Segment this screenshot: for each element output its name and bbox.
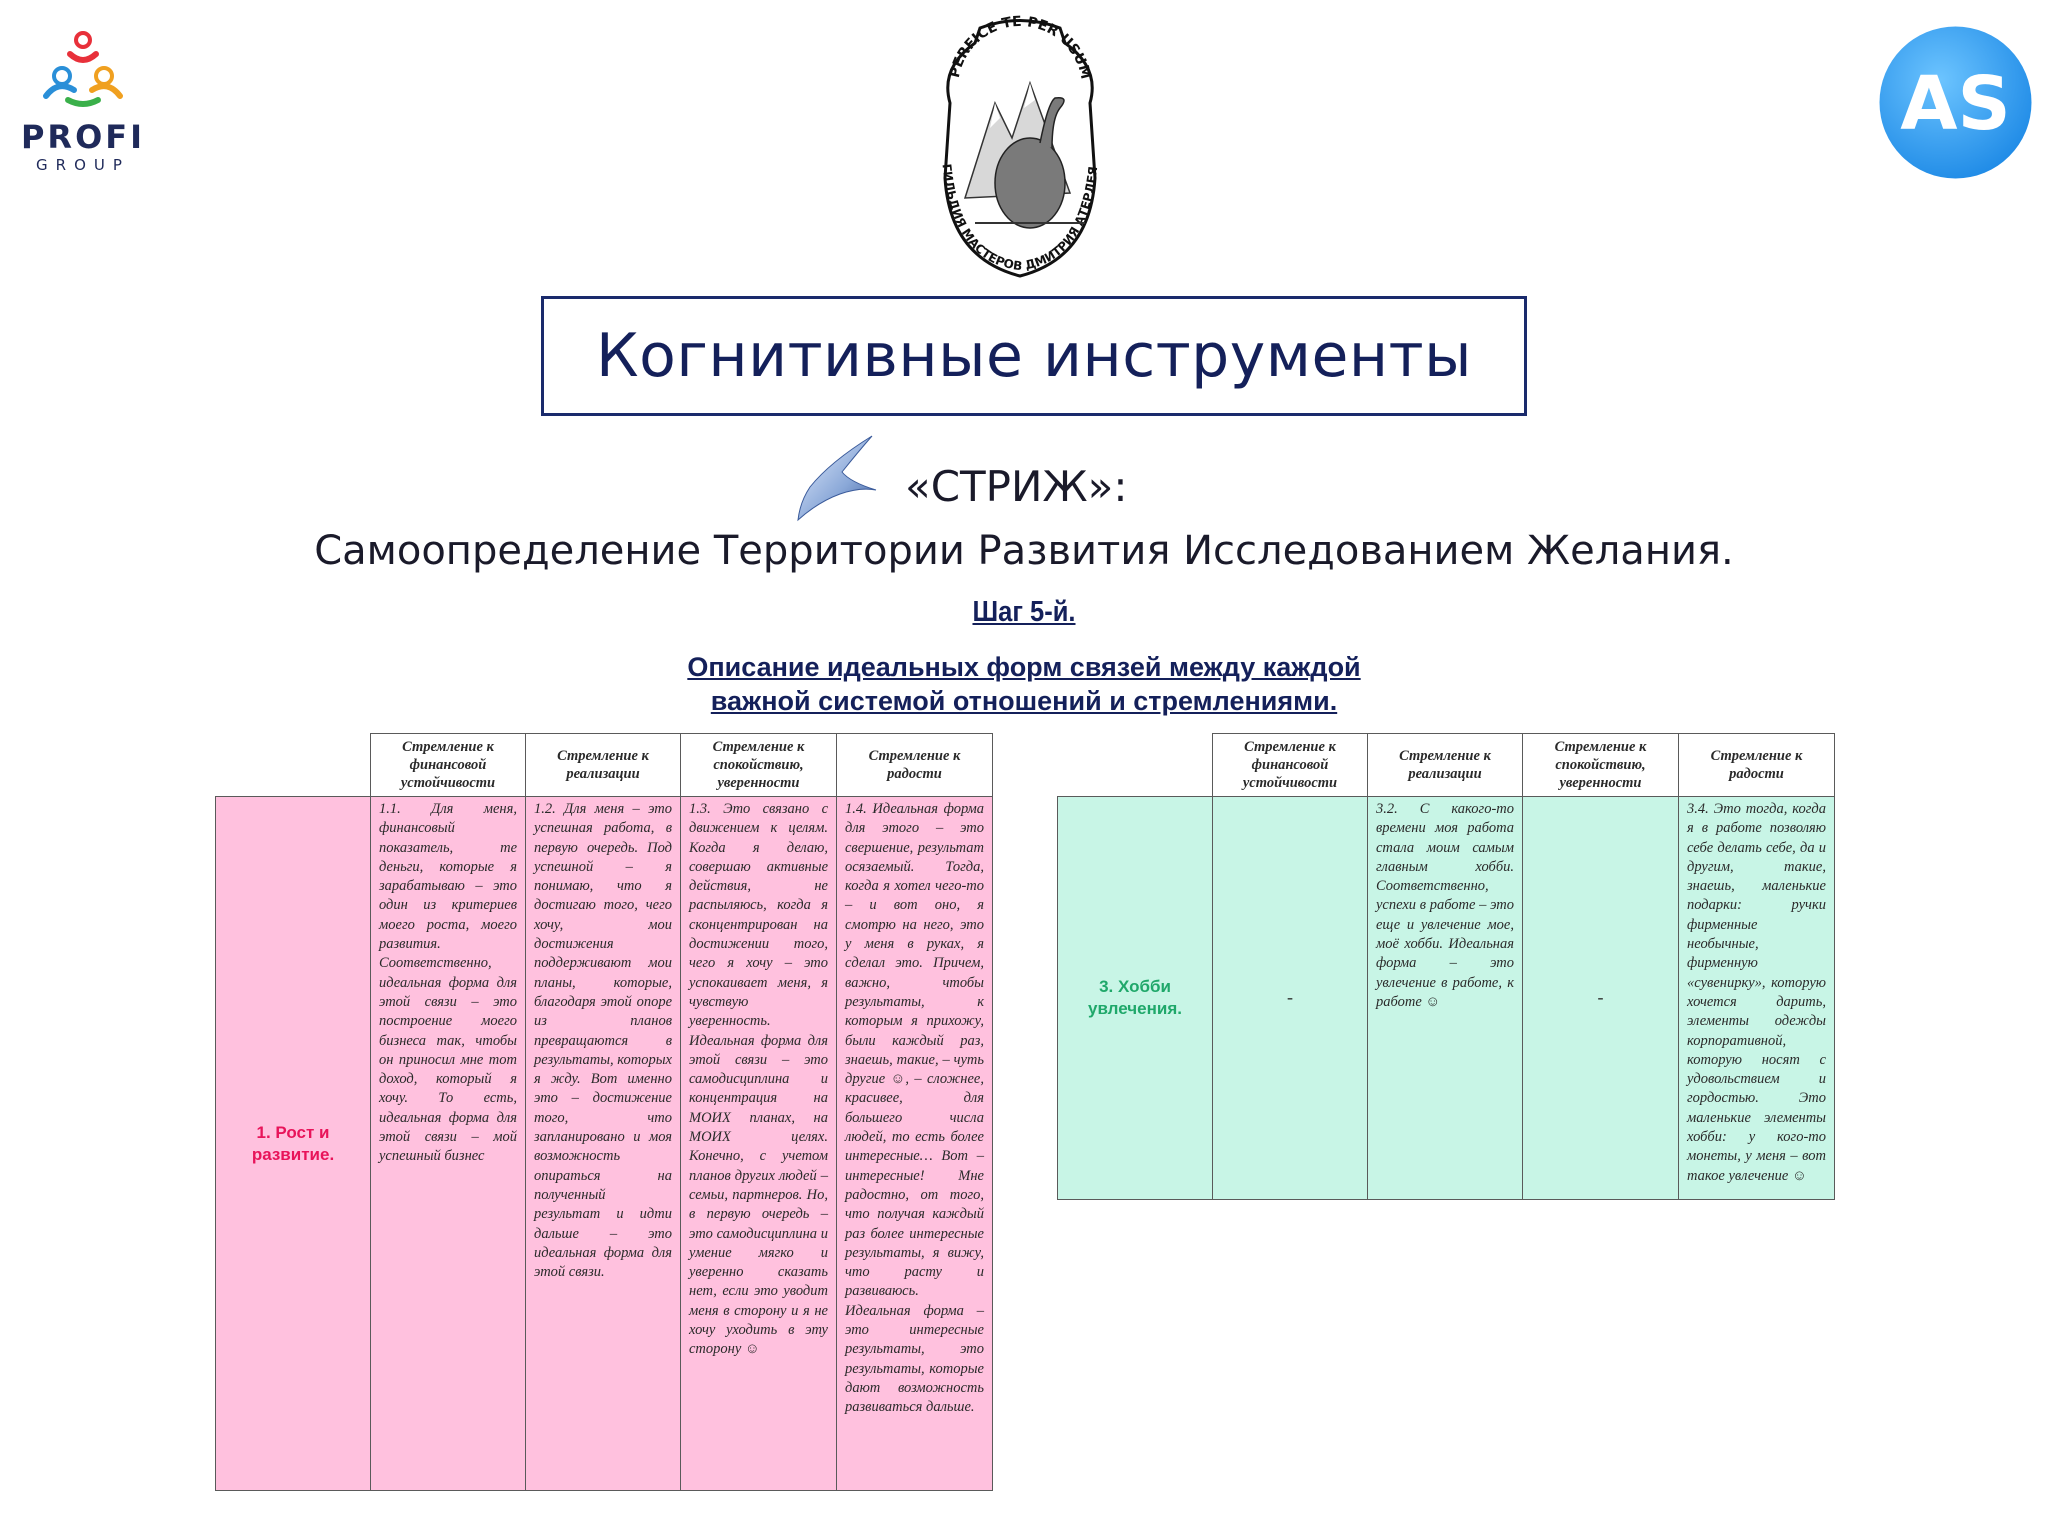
- column-header: Стремление к финансовой устойчивости: [1213, 734, 1368, 797]
- subtitle-full: Самоопределение Территории Развития Исследованием Желания.: [314, 528, 1734, 574]
- as-logo: [1878, 25, 2033, 180]
- column-header: Стремление к радости: [837, 734, 993, 797]
- column-header: Стремление к спокойствию, уверенности: [1523, 734, 1679, 797]
- table-cell: 3.2. С какого-то времени моя работа стала моим самым главным хобби. Соответственно, успехи в работе – это еще и увлечение мое, моё хобби. Идеальная форма – это увлечение в работе, к работе ☺: [1368, 797, 1523, 1200]
- subtitle-swift: «СТРИЖ»:: [905, 462, 1128, 511]
- description-line-1: Описание идеальных форм связей между каждой: [687, 652, 1361, 682]
- svg-text:PERFICE TE PER USUM: PERFICE TE PER USUM: [946, 13, 1094, 81]
- column-header: Стремление к спокойствию, уверенности: [681, 734, 837, 797]
- step-description: [0, 650, 2048, 718]
- swift-bird-icon: [790, 432, 880, 524]
- column-header: Стремление к финансовой устойчивости: [371, 734, 526, 797]
- column-header: Стремление к реализации: [526, 734, 681, 797]
- table-cell: 1.3. Это связано с движением к целям. Когда я делаю, совершаю активные действия, не распыляюсь, когда я сконцентрирован на достижении того, чего я хочу – это успокаивает меня, я чувствую уверенность. Идеальная форма для этой связи – это самодисциплина и концентрация на МОИХ планах, на МОИХ целях. Конечно, с учетом планов других людей – семьи, партнеров. Но, в первую очередь – это самодисциплина и умение мягко и уверенно сказать нет, если это уводит меня в сторону и я не хочу уходить в эту сторону ☺: [681, 797, 837, 1491]
- table-cell: -: [1523, 797, 1679, 1200]
- guild-seal-logo: [920, 8, 1120, 288]
- title-box: [541, 296, 1527, 416]
- table-hobby: [1057, 733, 1835, 1200]
- table-corner: [1058, 734, 1213, 797]
- description-line-2: важной системой отношений и стремлениями.: [710, 686, 1338, 716]
- table-cell: 1.4. Идеальная форма для этого – это свершение, результат осязаемый. Тогда, когда я хотел чего-то – и вот оно, я смотрю на него, это у меня в руках, я сделал это. Причем, важно, чтобы результаты, к которым я прихожу, были каждый раз, знаешь, такие, – чуть другие ☺, – сложнее, красивее, для большего числа людей, то есть более интересные… Вот – интересные! Мне радостно, от того, что получая каждый раз более интересные результаты, я вижу, что расту и развиваюсь. Идеальная форма – это интересные результаты, это результаты, которые дают возможность развиваться дальше.: [837, 797, 993, 1491]
- table-cell: 1.2. Для меня – это успешная работа, в первую очередь. Под успешной – я понимаю, что я достигаю того, чего хочу, мои достижения поддерживают мои планы, которые, благодаря этой опоре из планов превращаются в результаты, которых я жду. Вот именно это – достижение того, что запланировано и моя возможность опираться на полученный результат и идти дальше – это идеальная форма для этой связи.: [526, 797, 681, 1491]
- row-label: 1. Рост и развитие.: [216, 797, 371, 1491]
- table-corner: [216, 734, 371, 797]
- column-header: Стремление к реализации: [1368, 734, 1523, 797]
- step-heading: Шаг 5-й.: [972, 596, 1076, 628]
- row-label: 3. Хобби увлечения.: [1058, 797, 1213, 1200]
- table-growth: [215, 733, 993, 1491]
- table-cell: -: [1213, 797, 1368, 1200]
- table-cell: 1.1. Для меня, финансовый показатель, те деньги, которые я зарабатываю – это один из критериев моего роста, моего развития. Соответственно, идеальная форма для этой связи – это построение моего бизнеса так, чтобы он приносил мне тот доход, который я хочу. То есть, идеальная форма для этой связи – мой успешный бизнес: [371, 797, 526, 1491]
- table-cell: 3.4. Это тогда, когда я в работе позволяю себе делать себе, да и другим, такие, знаешь, маленькие подарки: ручки фирменные необычные, фирменную «сувенирку», которую хочется дарить, элементы одежды корпоративной, которую носят с удовольствием и гордостью. Это маленькие элементы хобби: у кого-то монеты, у меня – вот такое увлечение ☺: [1679, 797, 1835, 1200]
- column-header: Стремление к радости: [1679, 734, 1835, 797]
- svg-text:ГИЛЬДИЯ МАСТЕРОВ ДМИТРИЯ АТЕРЛ: ГИЛЬДИЯ МАСТЕРОВ ДМИТРИЯ АТЕРЛЕЯ: [939, 163, 1101, 274]
- as-logo-text: AS: [1900, 61, 2011, 147]
- page-title: Когнитивные инструменты: [596, 321, 1472, 391]
- profi-logo-group: GROUP: [36, 156, 130, 174]
- profi-logo-name: PROFI: [20, 118, 146, 156]
